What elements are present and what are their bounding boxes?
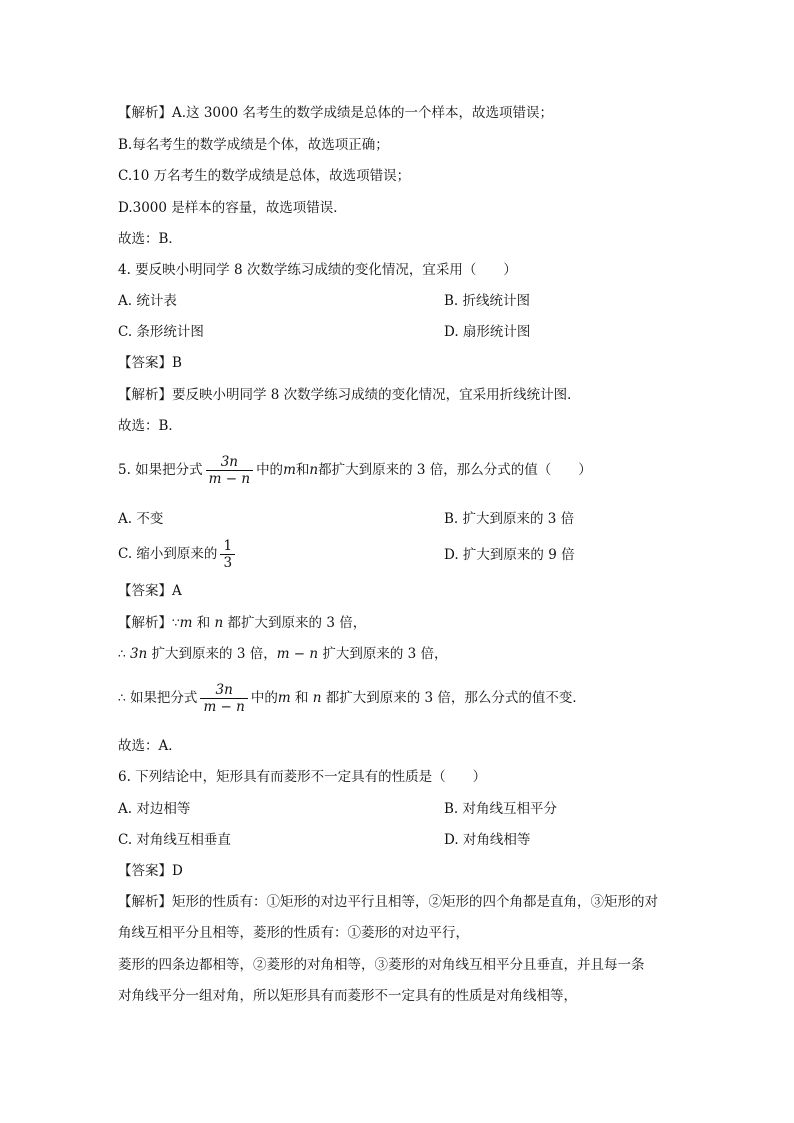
q5-analysis-n: n [214, 615, 224, 631]
q5-analysis-3n: 3n [129, 646, 148, 662]
q4-answer: 【答案】B [118, 355, 182, 371]
q5-option-c-denominator: 3 [223, 555, 233, 571]
q5-analysis-3-prefix: 如果把分式 [129, 690, 198, 706]
q5-analysis-fraction-numerator: 3n [215, 682, 233, 698]
q5-stem [118, 450, 592, 490]
q3-analysis-line-3: C.10 万名考生的数学成绩是总体，故选项错误； [118, 168, 411, 184]
q4-stem: 4. 要反映小明同学 8 次数学练习成绩的变化情况，宜采用（ ） [118, 262, 517, 278]
q3-analysis-line-2: B.每名考生的数学成绩是个体，故选项正确； [118, 137, 389, 153]
q4-option-b: B. 折线统计图 [444, 293, 531, 309]
q6-stem: 6. 下列结论中，矩形具有而菱形不一定具有的性质是（ ） [118, 769, 487, 785]
q6-option-b: B. 对角线互相平分 [444, 801, 558, 817]
q3-analysis-line-4: D.3000 是样本的容量，故选项错误． [118, 200, 347, 216]
q6-option-c: C. 对角线互相垂直 [118, 832, 231, 848]
q5-var-n: n [309, 462, 319, 478]
q6-analysis-line-3: 菱形的四条边都相等，②菱形的对角相等，③菱形的对角线互相平分且垂直，并且每一条 [118, 957, 645, 973]
q5-option-c [118, 535, 238, 573]
q5-fraction-numerator: 3n [220, 454, 239, 470]
q5-analysis-line-3 [118, 678, 586, 718]
q5-analysis-m-minus-n: m − n [276, 646, 319, 662]
q6-answer: 【答案】D [118, 863, 183, 879]
q5-stem-suffix: 都扩大到原来的 3 倍，那么分式的值（ ） [318, 462, 592, 478]
q5-option-a: A. 不变 [118, 511, 164, 527]
q5-analysis-2-mid: 扩大到原来的 3 倍， [147, 646, 277, 662]
q6-option-a: A. 对边相等 [118, 801, 191, 817]
q3-analysis-line-1: 【解析】A.这 3000 名考生的数学成绩是总体的一个样本，故选项错误； [118, 105, 553, 121]
q5-option-c-prefix: C. 缩小到原来的 [118, 546, 218, 562]
q5-analysis-2-suffix: 扩大到原来的 3 倍， [318, 646, 448, 662]
q5-analysis-line-1 [118, 614, 366, 632]
q5-analysis-m: m [179, 615, 193, 631]
q5-analysis-fraction-denominator: m − n [203, 699, 245, 715]
q5-analysis-3-suffix: 都扩大到原来的 3 倍，那么分式的值不变． [321, 690, 586, 706]
q5-stem-prefix: 5. 如果把分式 [118, 462, 203, 478]
q5-option-d: D. 扩大到原来的 9 倍 [444, 547, 575, 563]
q5-fraction [206, 454, 253, 487]
q5-analysis-and: 和 [192, 615, 215, 631]
q5-analysis-3-and: 和 [290, 690, 313, 706]
q6-analysis-line-2: 角线互相平分且相等，菱形的性质有：①菱形的对边平行， [118, 925, 469, 941]
q3-conclusion: 故选：B． [118, 231, 182, 247]
q5-analysis-3-m: m [277, 690, 291, 706]
q5-stem-and: 和 [295, 462, 310, 478]
q5-conclusion: 故选：A． [118, 738, 182, 754]
q5-analysis-line-2 [118, 645, 448, 663]
q6-option-d: D. 对角线相等 [444, 832, 531, 848]
q5-analysis-3-mid: 中的 [250, 690, 278, 706]
q4-option-a: A. 统计表 [118, 293, 177, 309]
q5-answer: 【答案】A [118, 583, 182, 599]
q6-analysis-line-4: 对角线平分一组对角，所以矩形具有而菱形不一定具有的性质是对角线相等， [118, 988, 577, 1004]
q5-fraction-denominator: m − n [208, 471, 251, 487]
q6-analysis-line-1: 【解析】矩形的性质有：①矩形的对边平行且相等，②矩形的四个角都是直角，③矩形的对 [118, 894, 658, 910]
q5-stem-mid: 中的 [256, 462, 284, 478]
because-symbol: ∵ [172, 616, 180, 630]
q5-analysis-3-n: n [312, 690, 322, 706]
q5-option-c-fraction [220, 538, 235, 571]
q5-var-m: m [283, 462, 296, 478]
q4-option-d: D. 扇形统计图 [444, 324, 531, 340]
q5-analysis-suffix: 都扩大到原来的 3 倍， [223, 615, 367, 631]
q4-conclusion: 故选：B． [118, 418, 182, 434]
q5-option-b: B. 扩大到原来的 3 倍 [444, 511, 575, 527]
q5-analysis-prefix: 【解析】 [118, 615, 172, 631]
q4-option-c: C. 条形统计图 [118, 324, 204, 340]
q4-analysis: 【解析】要反映小明同学 8 次数学练习成绩的变化情况，宜采用折线统计图． [118, 387, 581, 403]
q5-analysis-fraction [200, 682, 247, 715]
therefore-symbol: ∴ [118, 647, 126, 661]
q5-option-c-numerator: 1 [223, 538, 233, 554]
therefore-symbol-2: ∴ [118, 691, 126, 705]
